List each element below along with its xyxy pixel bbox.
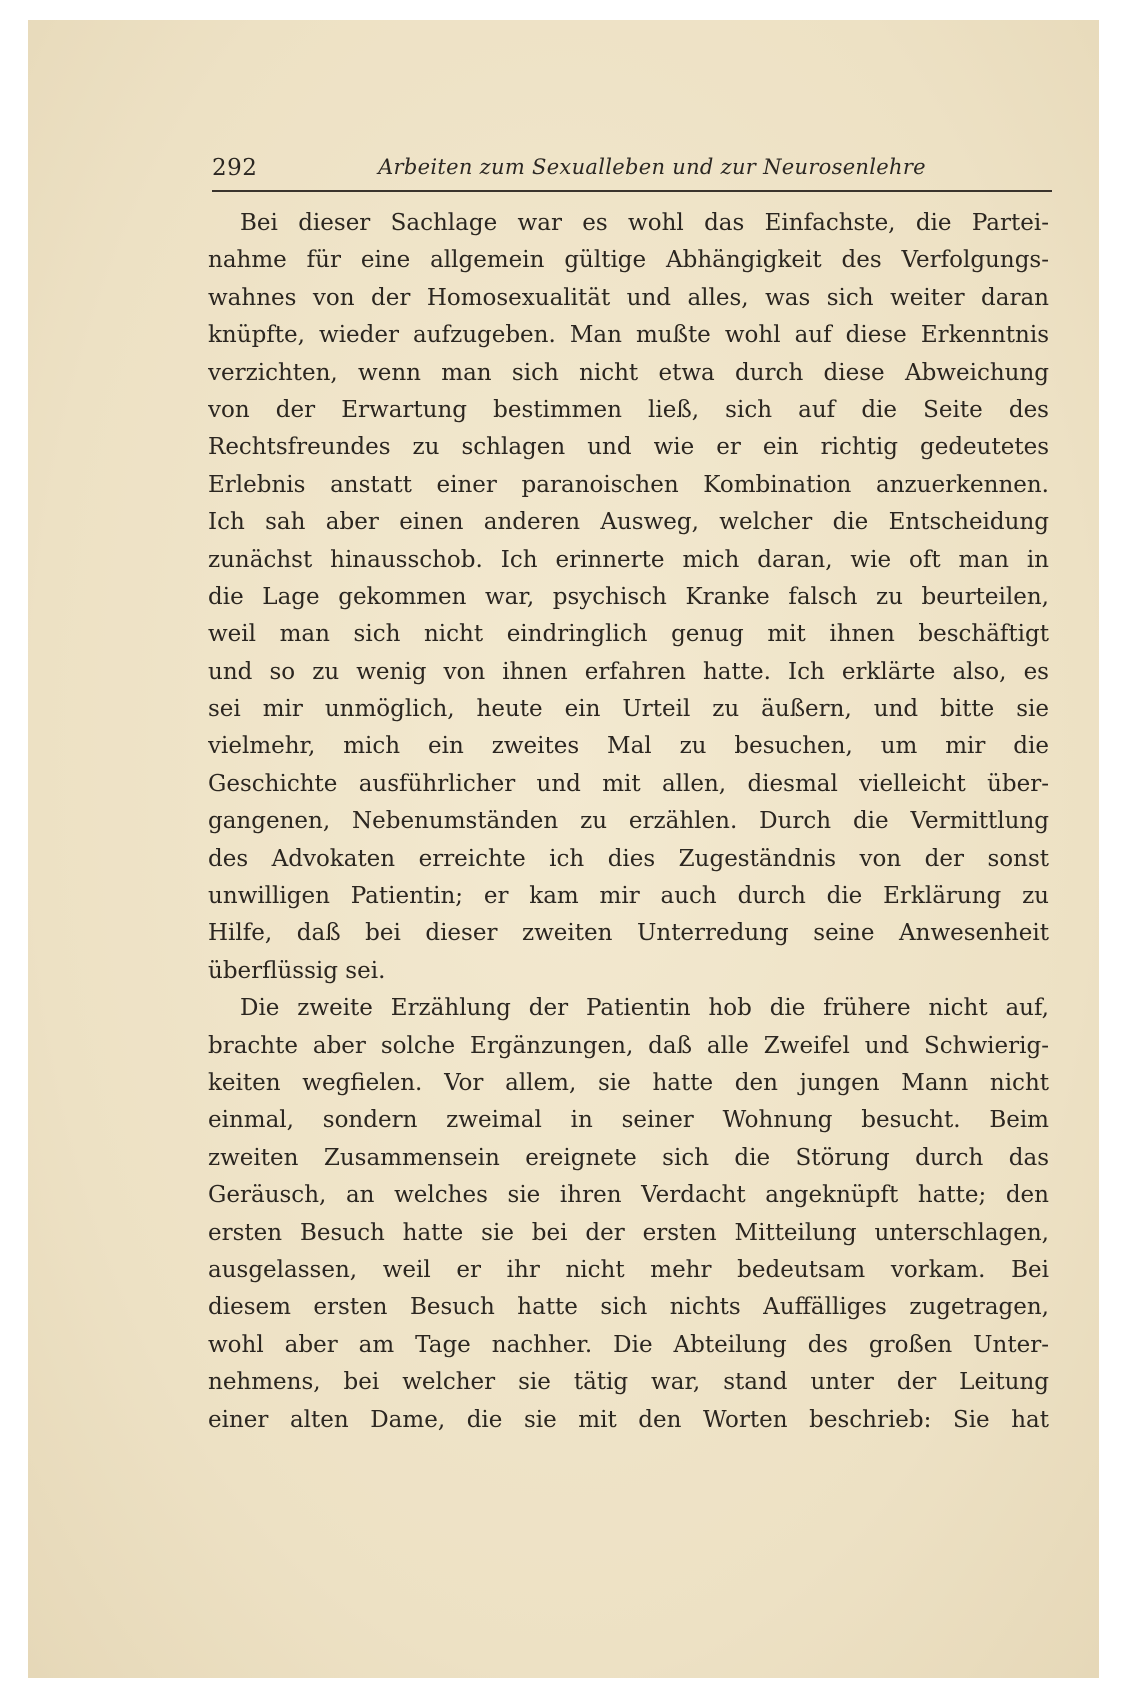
text-line: nehmens, bei welcher sie tätig war, stand unter der Leitung bbox=[208, 1369, 1049, 1396]
text-line: Bei dieser Sachlage war es wohl das Einfachste, die Partei- bbox=[240, 210, 1049, 236]
text-line: zweiten Zusammensein ereignete sich die Störung durch das bbox=[208, 1144, 1049, 1171]
text-line: diesem ersten Besuch hatte sich nichts Auffälliges zugetragen, bbox=[208, 1294, 1049, 1321]
text-line: ersten Besuch hatte sie bei der ersten Mitteilung unterschlagen, bbox=[208, 1219, 1049, 1246]
text-line: und so zu wenig von ihnen erfahren hatte. Ich erklärte also, es bbox=[208, 658, 1049, 685]
text-line: sei mir unmöglich, heute ein Urteil zu äußern, und bitte sie bbox=[208, 696, 1049, 723]
text-line: wahnes von der Homosexualität und alles, was sich weiter daran bbox=[208, 284, 1049, 311]
text-line: Rechtsfreundes zu schlagen und wie er ein richtig gedeutetes bbox=[208, 434, 1049, 461]
text-line: Erlebnis anstatt einer paranoischen Kombination anzuerkennen. bbox=[208, 471, 1049, 498]
header-rule bbox=[212, 190, 1052, 192]
text-line: ausgelassen, weil er ihr nicht mehr bedeutsam vorkam. Bei bbox=[208, 1256, 1049, 1283]
text-line: Geräusch, an welches sie ihren Verdacht angeknüpft hatte; den bbox=[208, 1182, 1049, 1209]
text-line: verzichten, wenn man sich nicht etwa durch diese Abweichung bbox=[208, 359, 1049, 386]
text-line: überflüssig sei. bbox=[208, 957, 386, 984]
text-line: knüpfte, wieder aufzugeben. Man mußte wohl auf diese Erkenntnis bbox=[208, 322, 1049, 349]
text-line: nahme für eine allgemein gültige Abhängigkeit des Verfolgungs- bbox=[208, 247, 1049, 274]
text-line: einmal, sondern zweimal in seiner Wohnung besucht. Beim bbox=[208, 1107, 1049, 1134]
text-line: vielmehr, mich ein zweites Mal zu besuchen, um mir die bbox=[208, 733, 1049, 760]
text-line: Geschichte ausführlicher und mit allen, diesmal vielleicht über- bbox=[208, 770, 1049, 797]
page-number: 292 bbox=[212, 155, 258, 181]
text-line: wohl aber am Tage nachher. Die Abteilung des großen Unter- bbox=[208, 1331, 1049, 1358]
text-line: von der Erwartung bestimmen ließ, sich auf die Seite des bbox=[208, 396, 1049, 423]
text-line: Hilfe, daß bei dieser zweiten Unterredung seine Anwesenheit bbox=[208, 920, 1049, 947]
text-line: des Advokaten erreichte ich dies Zugeständnis von der sonst bbox=[208, 845, 1049, 872]
page-header bbox=[212, 150, 1052, 190]
text-line: einer alten Dame, die sie mit den Worten beschrieb: Sie hat bbox=[208, 1406, 1049, 1433]
body-text bbox=[208, 205, 1049, 1439]
running-title: Arbeiten zum Sexualleben und zur Neurosenlehre bbox=[378, 155, 926, 179]
text-line: die Lage gekommen war, psychisch Kranke falsch zu beurteilen, bbox=[208, 583, 1049, 610]
text-line: brachte aber solche Ergänzungen, daß alle Zweifel und Schwierig- bbox=[208, 1032, 1049, 1059]
text-line: keiten wegfielen. Vor allem, sie hatte den jungen Mann nicht bbox=[208, 1069, 1049, 1096]
text-line: gangenen, Nebenumständen zu erzählen. Durch die Vermittlung bbox=[208, 808, 1049, 835]
text-line: unwilligen Patientin; er kam mir auch durch die Erklärung zu bbox=[208, 883, 1049, 910]
text-line: zunächst hinausschob. Ich erinnerte mich daran, wie oft man in bbox=[208, 546, 1049, 573]
text-line: Die zweite Erzählung der Patientin hob die frühere nicht auf, bbox=[240, 995, 1049, 1022]
text-line: Ich sah aber einen anderen Ausweg, welcher die Entscheidung bbox=[208, 509, 1049, 536]
text-line: weil man sich nicht eindringlich genug mit ihnen beschäftigt bbox=[208, 621, 1049, 648]
